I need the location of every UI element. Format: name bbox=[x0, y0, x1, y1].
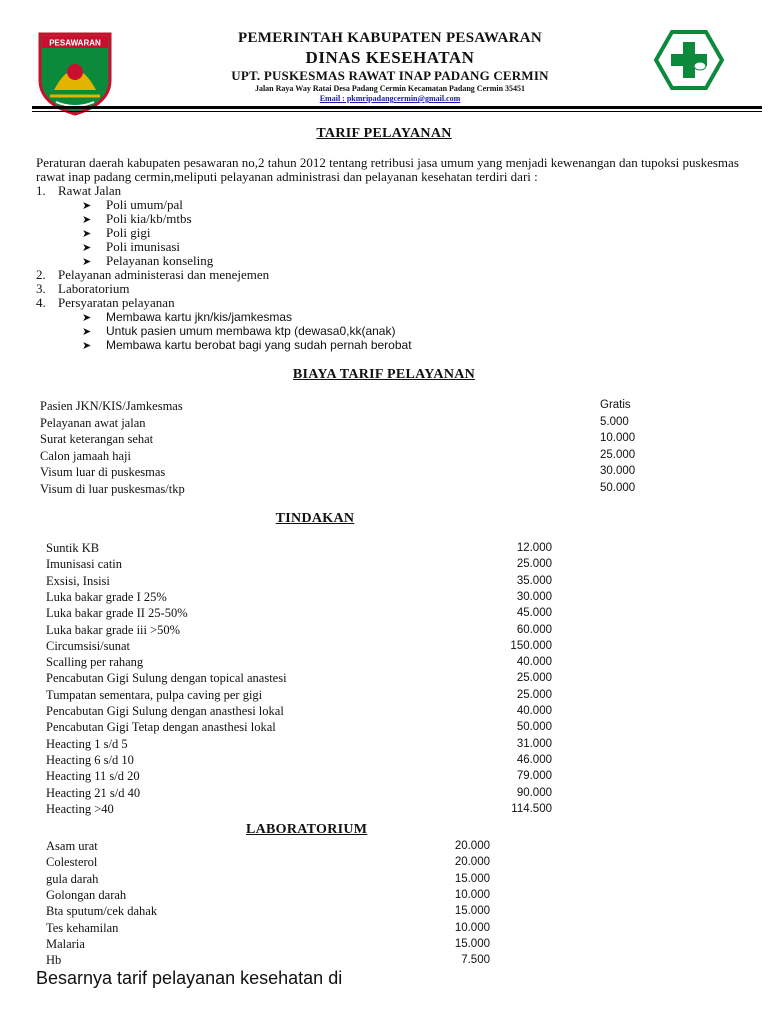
arrow-bullet-icon: ➤ bbox=[82, 199, 92, 212]
table-row-label: Pencabutan Gigi Sulung dengan anasthesi lokal bbox=[46, 704, 284, 718]
header-email[interactable]: Email : pkmripadangcermin@gmail.com bbox=[319, 94, 461, 103]
logo-text: PESAWARAN bbox=[49, 38, 101, 48]
list-number: 1. bbox=[36, 183, 46, 198]
arrow-bullet-icon: ➤ bbox=[82, 325, 92, 338]
biaya-heading: BIAYA TARIF PELAYANAN bbox=[292, 367, 476, 382]
table-row-label: Heacting >40 bbox=[46, 801, 114, 816]
sub-list-item-label: Untuk pasien umum membawa ktp (dewasa0,kk(anak) bbox=[106, 324, 396, 338]
table-row-value: 45.000 bbox=[516, 607, 552, 620]
puskesmas-logo bbox=[654, 30, 724, 90]
table-row-label: Luka bakar grade iii >50% bbox=[46, 622, 181, 637]
arrow-bullet-icon: ➤ bbox=[82, 227, 92, 240]
table-row-label: Heacting 6 s/d 10 bbox=[46, 752, 134, 767]
table-row-label: Pelayanan awat jalan bbox=[40, 415, 146, 430]
list-number: 3. bbox=[36, 281, 46, 296]
sub-list-item-label: Membawa kartu jkn/kis/jamkesmas bbox=[106, 310, 293, 324]
table-row-label: Bta sputum/cek dahak bbox=[46, 904, 158, 919]
table-row-label: Imunisasi catin bbox=[46, 557, 123, 572]
table-row-value: 10.000 bbox=[454, 921, 490, 934]
table-row-value: 30.000 bbox=[600, 465, 636, 477]
sub-list-item bbox=[82, 310, 292, 325]
table-row-label: Visum di luar puskesmas/tkp bbox=[40, 481, 185, 496]
footer-text: Besarnya tarif pelayanan kesehatan di bbox=[36, 968, 343, 988]
list-item-label: Rawat Jalan bbox=[58, 183, 122, 198]
table-row-label: Hb bbox=[46, 953, 62, 968]
header-rule-thin bbox=[32, 111, 762, 112]
table-row-value: 40.000 bbox=[516, 705, 552, 717]
table-row-value: 60.000 bbox=[516, 623, 552, 636]
table-row-value: 5.000 bbox=[600, 415, 629, 428]
table-row-value: 114.500 bbox=[511, 802, 552, 815]
table-row-value: 25.000 bbox=[600, 448, 636, 461]
table-row-value: 46.000 bbox=[516, 753, 552, 766]
table-row-label: Tes kehamilan bbox=[46, 920, 119, 935]
table-row-value: 25.000 bbox=[516, 558, 552, 571]
sub-list-item bbox=[82, 338, 412, 353]
page-title: TARIF PELAYANAN bbox=[316, 126, 452, 141]
table-row-value: 150.000 bbox=[510, 639, 552, 652]
header-line2: DINAS KESEHATAN bbox=[305, 48, 475, 67]
sub-list-item-label: Poli gigi bbox=[106, 225, 151, 240]
arrow-bullet-icon: ➤ bbox=[82, 339, 92, 352]
intro-paragraph: Peraturan daerah kabupaten pesawaran no,2 tahun 2012 tentang retribusi jasa umum yang menjadi kewenangan dan tupoksi puskesmas rawat inap padang cermin,meliputi pelayanan administrasi dan pelayanan kesehatan terdiri dari : bbox=[36, 155, 739, 184]
table-row-value: 31.000 bbox=[516, 737, 552, 750]
sub-list-item bbox=[82, 324, 395, 339]
sub-list-item-label: Poli kia/kb/mtbs bbox=[106, 211, 192, 226]
arrow-bullet-icon: ➤ bbox=[82, 213, 92, 226]
table-row-label: Pasien JKN/KIS/Jamkesmas bbox=[40, 399, 183, 413]
table-row-value: 10.000 bbox=[454, 888, 490, 901]
table-row-value: 40.000 bbox=[516, 656, 552, 669]
table-row-label: Visum luar di puskesmas bbox=[40, 465, 166, 479]
table-row-label: Scalling per rahang bbox=[46, 655, 144, 670]
table-row-label: gula darah bbox=[46, 871, 99, 886]
table-row-label: Asam urat bbox=[46, 839, 98, 853]
table-row-label: Surat keterangan sehat bbox=[40, 432, 154, 446]
table-row-value: 12.000 bbox=[516, 542, 552, 554]
table-row-value: 10.000 bbox=[600, 432, 636, 444]
sub-list-item-label: Membawa kartu berobat bagi yang sudah pernah berobat bbox=[106, 338, 412, 352]
table-row-label: Exsisi, Insisi bbox=[46, 573, 110, 588]
table-row-value: 25.000 bbox=[516, 688, 552, 701]
header-address: Jalan Raya Way Ratai Desa Padang Cermin Kecamatan Padang Cermin 35451 bbox=[254, 84, 526, 93]
header-rule-thick bbox=[32, 106, 762, 109]
arrow-bullet-icon: ➤ bbox=[82, 255, 92, 268]
table-row-label: Heacting 11 s/d 20 bbox=[46, 769, 140, 784]
table-row-label: Luka bakar grade I 25% bbox=[46, 589, 167, 604]
sub-list-item-label: Poli umum/pal bbox=[106, 197, 183, 212]
header-line3: UPT. PUSKESMAS RAWAT INAP PADANG CERMIN bbox=[231, 68, 549, 83]
table-row-value: 15.000 bbox=[454, 872, 490, 885]
table-row-label: Pencabutan Gigi Sulung dengan topical anastesi bbox=[46, 671, 287, 686]
sub-list-item-label: Pelayanan konseling bbox=[106, 253, 214, 268]
table-row-value: 15.000 bbox=[454, 905, 490, 918]
table-row-value: Gratis bbox=[600, 399, 631, 411]
header-line1: PEMERINTAH KABUPATEN PESAWARAN bbox=[237, 30, 543, 46]
table-row-label: Malaria bbox=[46, 936, 85, 951]
table-row-label: Pencabutan Gigi Tetap dengan anasthesi lokal bbox=[46, 720, 276, 735]
table-row-label: Colesterol bbox=[46, 855, 98, 870]
table-row-value: 90.000 bbox=[516, 786, 552, 799]
table-row-value: 25.000 bbox=[516, 672, 552, 685]
table-row-label: Heacting 1 s/d 5 bbox=[46, 736, 128, 751]
list-item-label: Persyaratan pelayanan bbox=[58, 295, 175, 310]
table-row-value: 7.500 bbox=[461, 954, 490, 967]
list-number: 2. bbox=[36, 267, 46, 282]
table-row-value: 20.000 bbox=[454, 840, 490, 852]
table-row-label: Calon jamaah haji bbox=[40, 448, 131, 463]
list-number: 4. bbox=[36, 295, 46, 310]
table-row-value: 15.000 bbox=[454, 937, 490, 950]
table-row-label: Circumsisi/sunat bbox=[46, 638, 131, 653]
table-row-value: 50.000 bbox=[600, 481, 636, 494]
table-row-value: 35.000 bbox=[516, 574, 552, 587]
table-row-value: 50.000 bbox=[516, 721, 552, 734]
table-row-label: Heacting 21 s/d 40 bbox=[46, 785, 141, 800]
table-row-label: Suntik KB bbox=[46, 541, 100, 555]
tindakan-heading: TINDAKAN bbox=[275, 511, 355, 526]
table-row-value: 79.000 bbox=[516, 770, 552, 783]
pesawaran-logo bbox=[36, 30, 114, 116]
table-row-value: 20.000 bbox=[454, 856, 490, 869]
table-row-label: Luka bakar grade II 25-50% bbox=[46, 606, 188, 621]
arrow-bullet-icon: ➤ bbox=[82, 311, 92, 324]
list-item-label: Laboratorium bbox=[58, 281, 130, 296]
table-row-label: Golongan darah bbox=[46, 887, 127, 902]
laboratorium-heading: LABORATORIUM bbox=[246, 822, 368, 837]
list-item-label: Pelayanan administerasi dan menejemen bbox=[58, 267, 270, 282]
table-row-value: 30.000 bbox=[516, 590, 552, 603]
sub-list-item-label: Poli imunisasi bbox=[106, 239, 181, 254]
arrow-bullet-icon: ➤ bbox=[82, 241, 92, 254]
table-row-label: Tumpatan sementara, pulpa caving per gigi bbox=[46, 687, 263, 702]
